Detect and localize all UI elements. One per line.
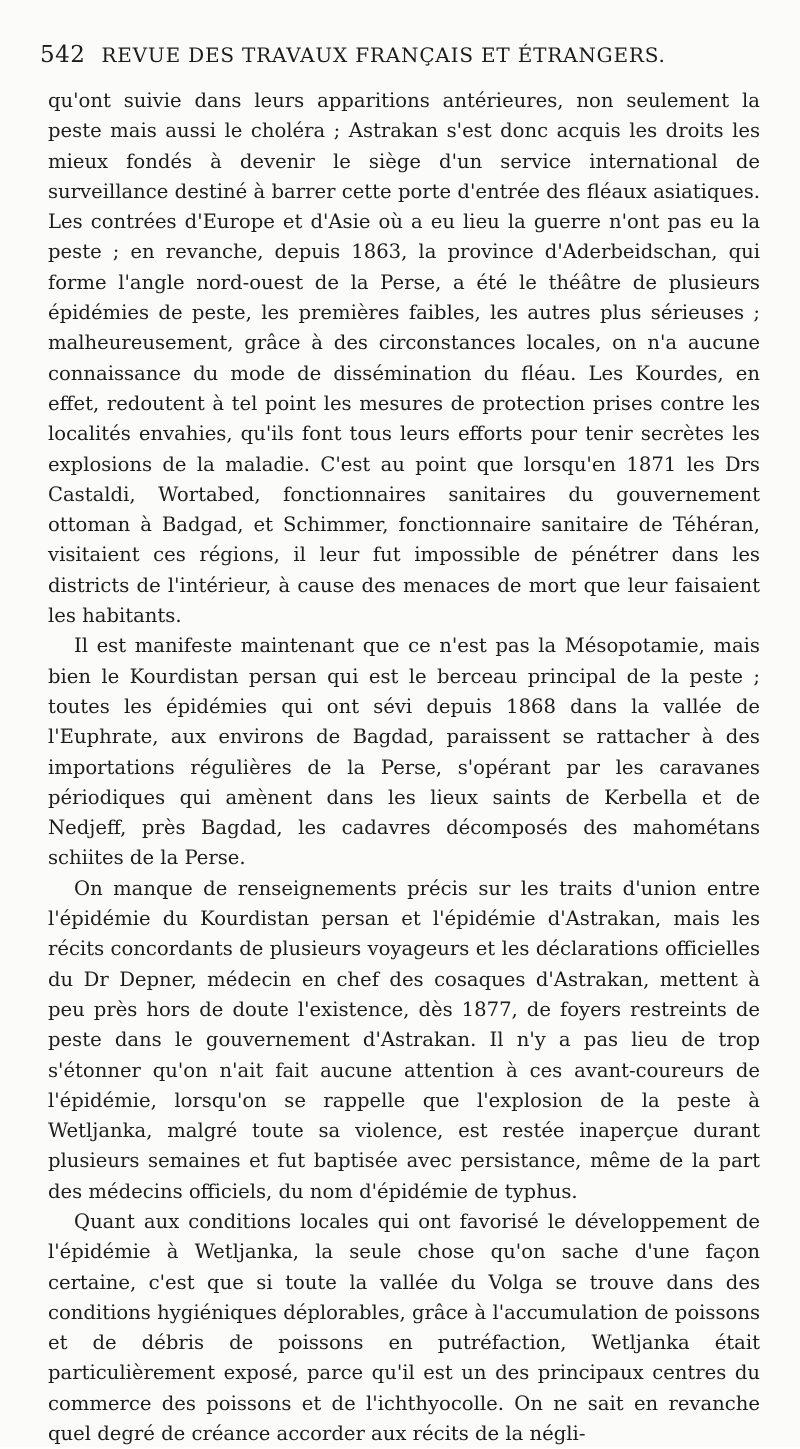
paragraph-3: On manque de renseignements précis sur les traits d'union entre l'épidémie du Kourdistan persan et l'épidémie d'Astrakan, mais les récits concordants de plusieurs voyageurs et les déclarations officielles du Dr Depner, médecin en chef des cosaques d'Astrakan, mettent à peu près hors de doute l'existence, dès 1877, de foyers restreints de peste dans le gouvernement d'Astrakan. Il n'y a pas lieu de trop s'étonner qu'on n'ait fait aucune attention à ces avant-coureurs de l'épidémie, lorsqu'on se rappelle que l'explosion de la peste à Wetljanka, malgré toute sa violence, est restée inaperçue durant plusieurs semaines et fut baptisée avec persistance, même de la part des médecins officiels, du nom d'épidémie de typhus.: [48, 876, 760, 1203]
paragraph-1: qu'ont suivie dans leurs apparitions antérieures, non seulement la peste mais aussi le choléra ; Astrakan s'est donc acquis les droits les mieux fondés à devenir le siège d'un service international de surveillance destiné à barrer cette porte d'entrée des fléaux asiatiques. Les contrées d'Europe et d'Asie où a eu lieu la guerre n'ont pas eu la peste ; en revanche, depuis 1863, la province d'Aderbeidschan, qui forme l'angle nord-ouest de la Perse, a été le théâtre de plusieurs épidémies de peste, les premières faibles, les autres plus sérieuses ; malheureusement, grâce à des circonstances locales, on n'a aucune connaissance du mode de dissémination du fléau. Les Kourdes, en effet, redoutent à tel point les mesures de protection prises contre les localités envahies, qu'ils font tous leurs efforts pour tenir secrètes les explosions de la maladie. C'est au point que lorsqu'en 1871 les Drs Castaldi, Wortabed, fonctionnaires sanitaires du gouvernement ottoman à Badgad, et Schimmer, fonctionnaire sanitaire de Téhéran, visitaient ces régions, il leur fut impossible de pénétrer dans les districts de l'intérieur, à cause des menaces de mort que leur faisaient les habitants.: [48, 89, 760, 628]
paragraph-4: Quant aux conditions locales qui ont favorisé le développement de l'épidémie à Wetljanka, la seule chose qu'on sache d'une façon certaine, c'est que si toute la vallée du Volga se trouve dans des conditions hygiéniques déplorables, grâce à l'accumulation de poissons et de débris de poissons en putréfaction, Wetljanka était particulièrement exposé, parce qu'il est un des principaux centres du commerce des poissons et de l'ichthyocolle. On ne sait en revanche quel degré de créance accorder aux récits de la négli-: [48, 1209, 760, 1446]
paragraph-2: Il est manifeste maintenant que ce n'est pas la Mésopotamie, mais bien le Kourdistan persan qui est le berceau principal de la peste ; toutes les épidémies qui ont sévi depuis 1868 dans la vallée de l'Euphrate, aux environs de Bagdad, paraissent se rattacher à des importations régulières de la Perse, s'opérant par les caravanes périodiques qui amènent dans les lieux saints de Kerbella et de Nedjeff, près Bagdad, les cadavres décomposés des mahométans schiites de la Perse.: [48, 634, 760, 870]
running-title: REVUE DES TRAVAUX FRANÇAIS ET ÉTRANGERS.: [101, 43, 666, 67]
running-head: [40, 42, 760, 78]
body-text: [48, 86, 760, 1446]
page-number: 542: [40, 42, 86, 68]
